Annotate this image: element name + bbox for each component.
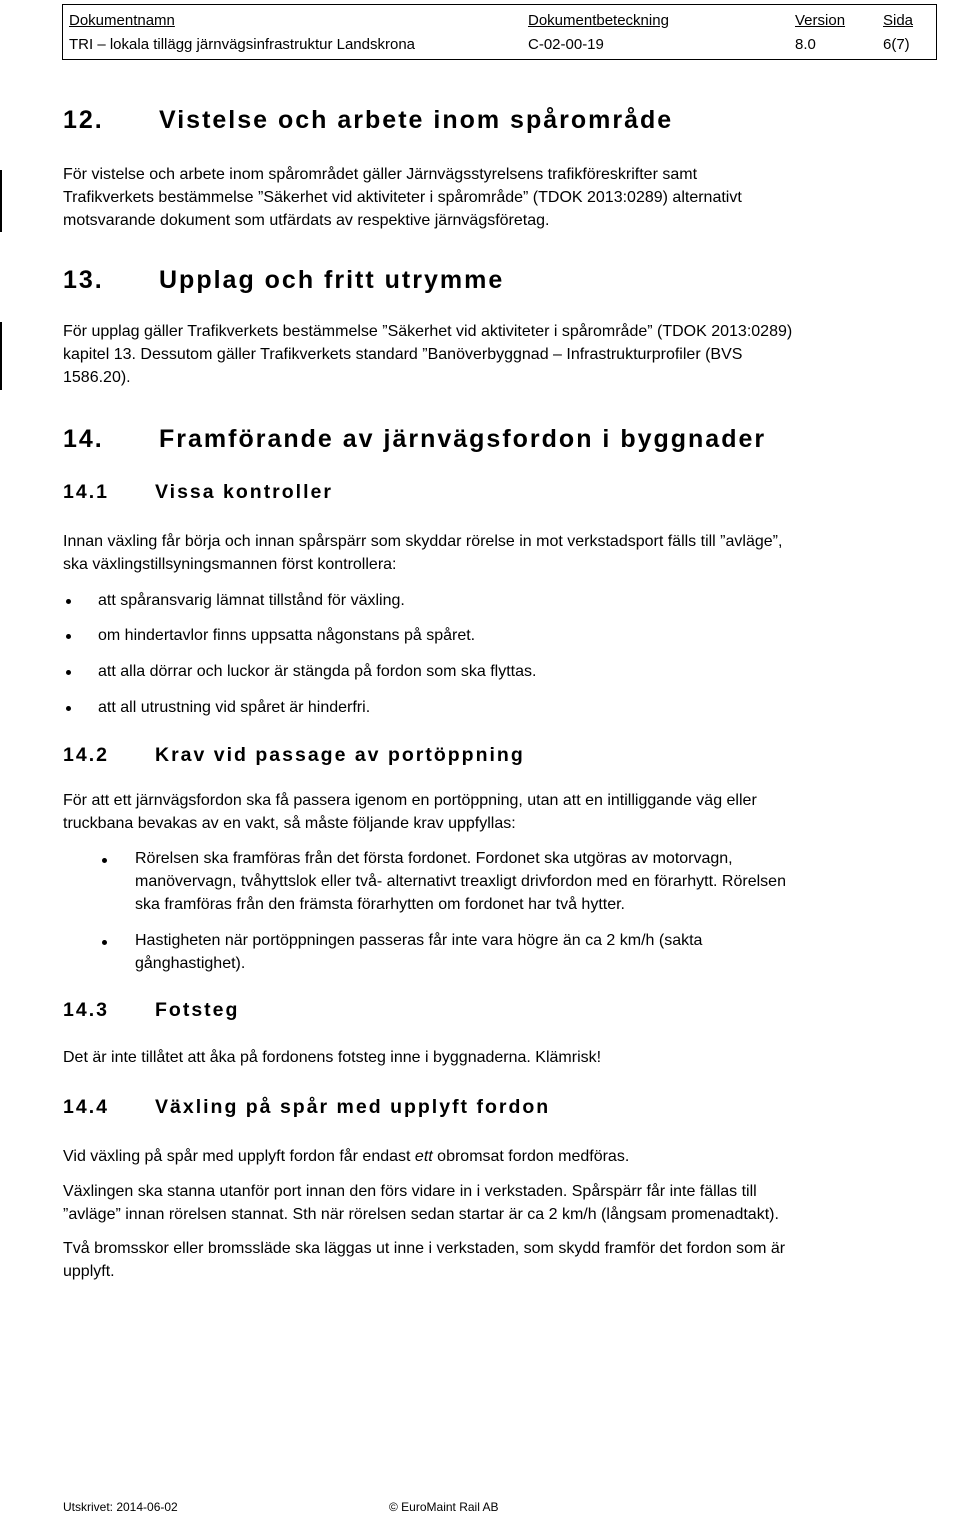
printed-date: Utskrivet: 2014-06-02 (63, 1500, 178, 1514)
change-bar (0, 322, 2, 390)
section-12-paragraph (63, 163, 742, 232)
paragraph-line: För upplag gäller Trafikverkets bestämmelse ”Säkerhet vid aktiviteter i spårområde” (TDOK 2013:0289) (63, 323, 793, 340)
list-item: om hindertavlor finns uppsatta någonstans på spåret. (98, 627, 476, 644)
section-title: Krav vid passage av portöppning (155, 744, 525, 766)
list-item-line: ska framföras från den främsta förarhytten om fordonet har två hytter. (135, 896, 625, 913)
bullet-icon (66, 599, 71, 604)
page-label: Sida (883, 12, 914, 29)
section-number: 13. (63, 266, 104, 294)
section-title: Fotsteg (155, 999, 240, 1021)
section-number: 14.3 (63, 999, 109, 1021)
paragraph-line: Innan växling får börja och innan spårspärr som skyddar rörelse in mot verkstadsport fälls till ”avläge”, (63, 533, 783, 550)
list-item-line: Rörelsen ska framföras från det första fordonet. Fordonet ska utgöras av motorvagn, (135, 850, 733, 867)
list-item (135, 929, 702, 975)
paragraph-line: ska växlingstillsyningsmannen först kontrollera: (63, 556, 397, 573)
page-value: 6(7) (883, 36, 910, 53)
paragraph-line: Växlingen ska stanna utanför port innan den förs vidare in i verkstaden. Spårspärr får inte fällas till (63, 1183, 757, 1200)
document-id-label: Dokumentbeteckning (528, 12, 669, 29)
paragraph-line: För att ett järnvägsfordon ska få passera igenom en portöppning, utan att en intilliggande väg eller (63, 792, 757, 809)
section-13-paragraph (63, 320, 792, 389)
paragraph-line: Två bromsskor eller bromssläde ska läggas ut inne i verkstaden, som skydd framför det fordon som är (63, 1240, 786, 1257)
section-14-heading (63, 425, 766, 454)
version-value: 8.0 (795, 36, 816, 53)
section-14-4-paragraph-1 (63, 1145, 629, 1168)
document-id-value: C-02-00-19 (528, 36, 604, 53)
section-number: 14. (63, 425, 104, 453)
section-number: 14.1 (63, 481, 109, 503)
section-14-4-paragraph-2 (63, 1180, 779, 1226)
list-item-line: gånghastighet). (135, 955, 246, 972)
section-12-heading (63, 106, 673, 135)
paragraph-line: Trafikverkets bestämmelse ”Säkerhet vid aktiviteter i spårområde” (TDOK 2013:0289) alternativt (63, 189, 742, 206)
text-run: obromsat fordon medföras. (432, 1148, 630, 1165)
section-13-heading (63, 266, 504, 295)
document-name-label: Dokumentnamn (69, 12, 175, 29)
bullet-icon (66, 670, 71, 675)
document-name-cell (69, 9, 415, 57)
section-14-4-paragraph-3 (63, 1237, 785, 1283)
document-id-cell (528, 9, 669, 57)
section-title: Vissa kontroller (155, 481, 333, 503)
section-14-4-heading (63, 1096, 550, 1119)
list-item (135, 847, 786, 916)
paragraph-line: truckbana bevakas av en vakt, så måste följande krav uppfyllas: (63, 815, 516, 832)
section-14-3-paragraph: Det är inte tillåtet att åka på fordonens fotsteg inne i byggnaderna. Klämrisk! (63, 1049, 602, 1066)
section-title: Upplag och fritt utrymme (159, 266, 505, 294)
bullet-icon (102, 940, 107, 945)
version-cell (795, 9, 845, 57)
paragraph-line: 1586.20). (63, 369, 131, 386)
paragraph-line: kapitel 13. Dessutom gäller Trafikverkets standard ”Banöverbyggnad – Infrastrukturprofiler (BVS (63, 346, 743, 363)
section-number: 14.2 (63, 744, 109, 766)
section-title: Vistelse och arbete inom spårområde (159, 106, 674, 134)
copyright-notice: © EuroMaint Rail AB (389, 1500, 499, 1514)
paragraph-line: ”avläge” innan rörelsen stannat. Sth när rörelsen sedan startar är ca 2 km/h (långsam promenadtakt). (63, 1206, 779, 1223)
section-14-3-heading (63, 999, 239, 1022)
bullet-icon (102, 858, 107, 863)
section-14-1-paragraph (63, 530, 782, 576)
page-cell (883, 9, 913, 57)
section-14-1-heading (63, 481, 333, 504)
section-title: Växling på spår med upplyft fordon (155, 1096, 551, 1118)
list-item: att all utrustning vid spåret är hinderfri. (98, 699, 371, 716)
section-number: 12. (63, 106, 104, 134)
document-header (62, 4, 937, 60)
paragraph-line: upplyft. (63, 1263, 115, 1280)
bullet-icon (66, 634, 71, 639)
paragraph-line: För vistelse och arbete inom spårområdet gäller Järnvägsstyrelsens trafikföreskrifter samt (63, 166, 698, 183)
list-item: att alla dörrar och luckor är stängda på fordon som ska flyttas. (98, 663, 537, 680)
paragraph-line: motsvarande dokument som utfärdats av respektive järnvägsföretag. (63, 212, 550, 229)
text-run: Vid växling på spår med upplyft fordon får endast (63, 1148, 415, 1165)
bullet-icon (66, 706, 71, 711)
version-label: Version (795, 12, 846, 29)
section-number: 14.4 (63, 1096, 109, 1118)
document-name-value: TRI – lokala tillägg järnvägsinfrastruktur Landskrona (69, 36, 416, 53)
change-bar (0, 170, 2, 232)
emphasis-text: ett (414, 1148, 433, 1165)
section-14-2-paragraph (63, 789, 757, 835)
section-14-2-heading (63, 744, 525, 767)
section-title: Framförande av järnvägsfordon i byggnader (159, 425, 767, 453)
list-item-line: manövervagn, tvåhyttslok eller två- alternativt treaxligt drivfordon med en förarhytt. Rörelsen (135, 873, 786, 890)
list-item: att spåransvarig lämnat tillstånd för växling. (98, 592, 405, 609)
list-item-line: Hastigheten när portöppningen passeras får inte vara högre än ca 2 km/h (sakta (135, 932, 703, 949)
